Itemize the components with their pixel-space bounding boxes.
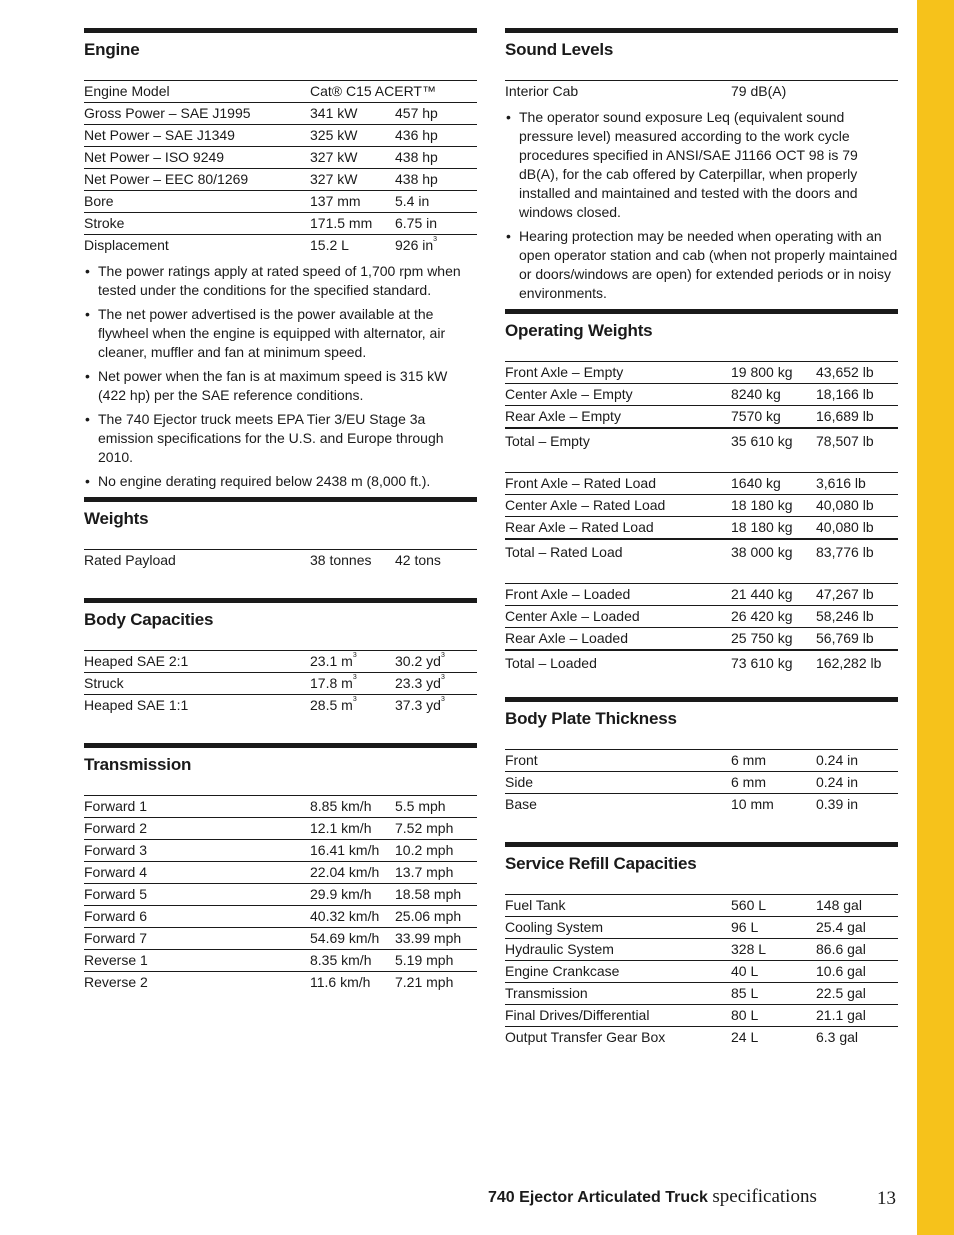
table-row: Side 6 mm 0.24 in <box>505 772 898 794</box>
table-row: Net Power – SAE J1349 325 kW 436 hp <box>84 125 477 147</box>
operating-weights-table <box>505 361 898 453</box>
section-rule <box>84 28 477 33</box>
total-row: Total – Loaded 73 610 kg 162,282 lb <box>505 655 882 671</box>
table-row: Interior Cab 79 dB(A) <box>505 83 787 99</box>
table-row: Forward 7 54.69 km/h 33.99 mph <box>84 928 477 950</box>
total-row: Total – Empty 35 610 kg 78,507 lb <box>505 433 874 449</box>
table-row: Heaped SAE 2:1 23.1 $m^3$ 30.2 $yd^3$ <box>84 651 477 673</box>
table-row: Forward 2 12.1 km/h 7.52 mph <box>84 818 477 840</box>
list-item: • Hearing protection may be needed when operating with an open operator station and cab (when not properly maintained or doors/windows are open) for extended periods or in noisy environments. <box>505 227 898 303</box>
table-row: Fuel Tank 560 L 148 gal <box>505 895 898 917</box>
list-item: • Net power when the fan is at maximum speed is 315 kW (422 hp) per the SAE reference conditions. <box>84 367 477 405</box>
transmission-table <box>84 795 477 993</box>
table-row: Rear Axle – Empty 7570 kg 16,689 lb <box>505 406 898 429</box>
table-row: Forward 1 8.85 km/h 5.5 mph <box>84 796 477 818</box>
table-row: Struck 17.8 $m^3$ 23.3 $yd^3$ <box>84 673 477 695</box>
table-row: Base 10 mm 0.39 in <box>505 796 859 812</box>
engine-table <box>84 80 477 256</box>
table-row: Reverse 2 11.6 km/h 7.21 mph <box>84 974 454 990</box>
table-row: Net Power – EEC 80/1269 327 kW 438 hp <box>84 169 477 191</box>
section-rule <box>84 743 477 748</box>
sound-notes <box>505 108 898 303</box>
engine-section <box>84 28 477 496</box>
table-row: Rear Axle – Loaded 25 750 kg 56,769 lb <box>505 628 898 651</box>
table-row: Forward 5 29.9 km/h 18.58 mph <box>84 884 477 906</box>
total-row: Total – Rated Load 38 000 kg 83,776 lb <box>505 544 874 560</box>
section-rule <box>505 842 898 847</box>
body-capacities-table <box>84 650 477 716</box>
section-rule <box>84 598 477 603</box>
operating-weights-loaded-table <box>505 583 898 675</box>
table-row: Stroke 171.5 mm 6.75 in <box>84 213 477 235</box>
transmission-section <box>84 743 477 993</box>
page-number: 13 <box>877 1188 896 1209</box>
body-capacities-title: Body Capacities <box>84 610 214 629</box>
sound-levels-section <box>505 28 898 308</box>
table-row: Center Axle – Empty 8240 kg 18,166 lb <box>505 384 898 406</box>
list-item: • The 740 Ejector truck meets EPA Tier 3/EU Stage 3a emission specifications for the U.S. and Europe through 2010. <box>84 410 477 467</box>
list-item: • The power ratings apply at rated speed of 1,700 rpm when tested under the conditions for the specified standard. <box>84 262 477 300</box>
body-plate-title: Body Plate Thickness <box>505 709 677 728</box>
sound-levels-table <box>505 80 898 102</box>
list-item: • No engine derating required below 2438 m (8,000 ft.). <box>84 472 477 491</box>
table-row: Center Axle – Loaded 26 420 kg 58,246 lb <box>505 606 898 628</box>
section-rule <box>84 497 477 502</box>
list-item: • The net power advertised is the power available at the flywheel when the engine is equipped with alternator, air cleaner, muffler and fan at minimum speed. <box>84 305 477 362</box>
table-row: Engine Model Cat® C15 ACERT™ <box>84 81 477 103</box>
table-row: Transmission 85 L 22.5 gal <box>505 983 898 1005</box>
table-row: Hydraulic System 328 L 86.6 gal <box>505 939 898 961</box>
table-row: Rated Payload 38 tonnes 42 tons <box>84 552 441 568</box>
service-refill-table <box>505 894 898 1048</box>
list-item: • The operator sound exposure Leq (equivalent sound pressure level) measured according to the work cycle procedures specified in ANSI/SAE J1166 OCT 98 is 79 dB(A), for the cab offered by Caterpillar, when properly installed and maintained and tested with the doors and windows closed. <box>505 108 898 222</box>
weights-section <box>84 497 477 571</box>
table-row: Reverse 1 8.35 km/h 5.19 mph <box>84 950 477 972</box>
service-refill-title: Service Refill Capacities <box>505 854 697 873</box>
section-rule <box>505 697 898 702</box>
table-row: Front Axle – Empty 19 800 kg 43,652 lb <box>505 362 898 384</box>
table-row: Net Power – ISO 9249 327 kW 438 hp <box>84 147 477 169</box>
footer-label: specifications <box>712 1186 817 1207</box>
table-row: Center Axle – Rated Load 18 180 kg 40,080 lb <box>505 495 898 517</box>
table-row: Forward 3 16.41 km/h 10.2 mph <box>84 840 477 862</box>
yellow-edge-bar <box>917 0 954 1235</box>
table-row: Final Drives/Differential 80 L 21.1 gal <box>505 1005 898 1027</box>
table-row: Output Transfer Gear Box 24 L 6.3 gal <box>505 1029 859 1045</box>
table-row: Displacement 15.2 L 926 $in^3$ <box>84 236 438 253</box>
section-rule <box>505 28 898 33</box>
table-row: Front Axle – Rated Load 1640 kg 3,616 lb <box>505 473 898 495</box>
table-row: Forward 6 40.32 km/h 25.06 mph <box>84 906 477 928</box>
table-row: Rear Axle – Rated Load 18 180 kg 40,080 lb <box>505 517 898 540</box>
table-row: Front 6 mm 0.24 in <box>505 750 898 772</box>
table-row: Forward 4 22.04 km/h 13.7 mph <box>84 862 477 884</box>
body-plate-table <box>505 749 898 815</box>
table-row: Heaped SAE 1:1 28.5 $m^3$ 37.3 $yd^3$ <box>84 696 445 713</box>
weights-title: Weights <box>84 509 149 528</box>
page-footer <box>488 1186 898 1212</box>
table-row: Engine Crankcase 40 L 10.6 gal <box>505 961 898 983</box>
body-plate-section <box>505 697 898 815</box>
engine-title: Engine <box>84 40 140 59</box>
transmission-title: Transmission <box>84 755 192 774</box>
body-capacities-section <box>84 598 477 716</box>
table-row: Bore 137 mm 5.4 in <box>84 191 477 213</box>
table-row: Front Axle – Loaded 21 440 kg 47,267 lb <box>505 584 898 606</box>
table-row: Cooling System 96 L 25.4 gal <box>505 917 898 939</box>
operating-weights-section <box>505 309 898 675</box>
operating-weights-title: Operating Weights <box>505 321 653 340</box>
engine-notes <box>84 262 477 491</box>
service-refill-section <box>505 842 898 1048</box>
footer-product-title: 740 Ejector Articulated Truck <box>488 1189 708 1206</box>
operating-weights-rated-table <box>505 472 898 564</box>
weights-table <box>84 549 477 571</box>
table-row: Gross Power – SAE J1995 341 kW 457 hp <box>84 103 477 125</box>
sound-levels-title: Sound Levels <box>505 40 614 59</box>
section-rule <box>505 309 898 314</box>
